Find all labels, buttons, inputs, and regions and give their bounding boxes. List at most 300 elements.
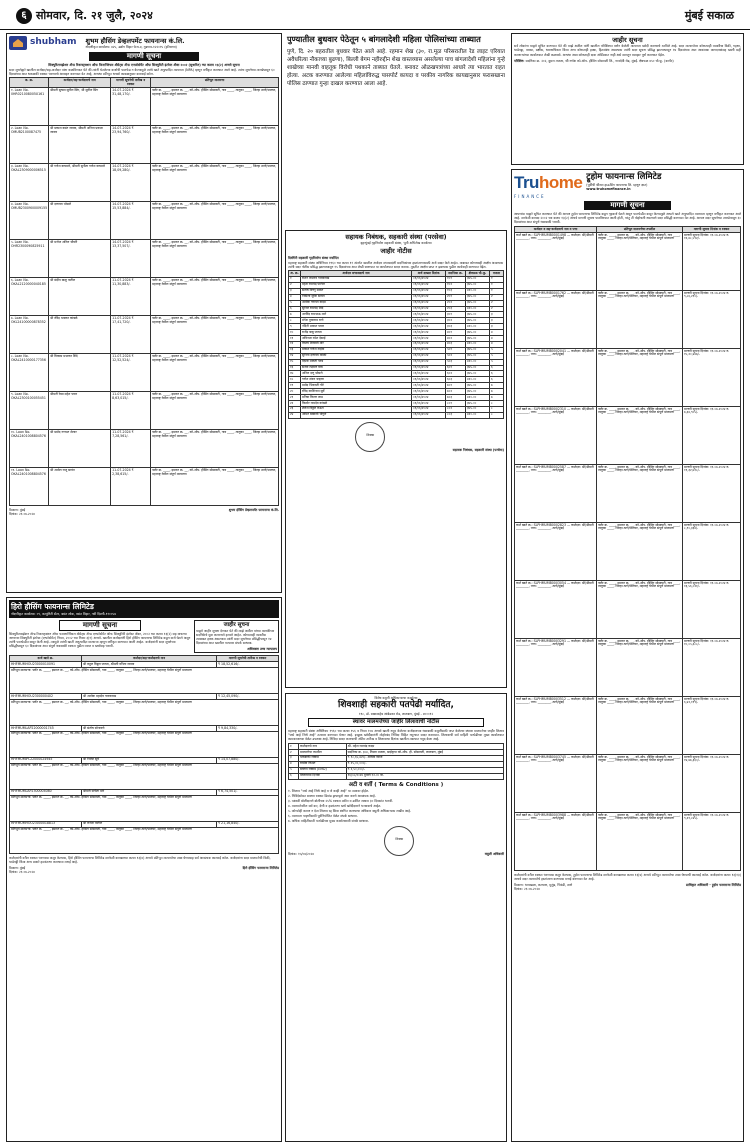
table-row: [10, 430, 279, 468]
table-row: [515, 465, 741, 523]
society-office: सहायक निबंधक, सहकारी संस्था (परसेवा): [345, 233, 447, 241]
society-cell: ०१/०६/२०२४: [412, 401, 446, 407]
society-cell: ३०३: [446, 324, 466, 330]
table-row: [515, 233, 741, 291]
society-cell: १४: [289, 353, 301, 359]
demand-cell: 14-07-2024 ₹ 15,53,884/-: [111, 202, 151, 240]
table-row-detail: [10, 827, 279, 853]
society-cell: १०: [289, 330, 301, 336]
col-header: मागणी सूचनेची तारीख व रक्कम: [217, 656, 279, 662]
borrower-cell: श्री रविंद्र भास्कर कांबळे: [49, 316, 111, 354]
society-cell: ५०१: [446, 347, 466, 353]
society-cell: ०१/०६/२०२४: [412, 336, 446, 342]
society-cell: ४२०.००: [466, 324, 490, 330]
col-header: प्रतिभूत मालमत्तेचा तपशील: [597, 227, 683, 233]
borrower-cell: कर्ज खाते क्र.: SLPHMUMB0003054 — कर्जदार: श्री/श्रीमती ________, पत्ता: ________, ठाणे/मुंबई: [515, 581, 597, 639]
borrower-cell: कर्ज खाते क्र.: SLPHMUMB0003988 — कर्जदार: श्री/श्रीमती ________, पत्ता: ________, ठाणे/मुंबई: [515, 813, 597, 871]
society-cell: अनिल दत्तू भोसले: [301, 371, 412, 377]
borrower-cell: श्री राहुल विठ्ठल जाधव, श्रीमती वनिता जाधव: [82, 662, 217, 668]
society-cell: अशोक गणपत कदम: [301, 300, 412, 306]
demand-cell: 14-07-2024 ₹ 31,48,170/-: [111, 88, 151, 126]
society-cell: ०१/०६/२०२४: [412, 318, 446, 324]
hero-date: दिनांक: २१.०७.२०२४: [9, 869, 35, 874]
society-cell: ३७५.००: [466, 276, 490, 282]
lost-text: याद्वारे जाहीर सूचना देण्यात येते की माझे अशील यांच्या मालकीच्या सदनिकेचे मूळ करारनामे हरवले आहेत. कोणत्याही व्यक्तीस त्याबाबत हक्क असल्यास त्यांनी सदर सूचनेच्या प्रसिद्धीपासून १४ दिवसांच्या आत खालील पत्त्यावर संपर्क साधावा.: [196, 628, 275, 646]
society-cell: ४२०.००: [466, 377, 490, 383]
society-cell: २०३: [446, 306, 466, 312]
borrower-cell: श्री अमोल राजू सावंत: [49, 468, 111, 506]
asset-cell: फ्लॅट क्र. ____, इमारत क्र. __, को-ऑप. हौसिंग सोसायटी, गाव ____, तालुका ____, जिल्हा ठाणे/पालघर, महाराष्ट्र येथील संपूर्ण मालमत्ता: [151, 202, 279, 240]
society-cell: अविनाश रमेश देसाई: [301, 336, 412, 342]
society-cell: ४: [490, 336, 504, 342]
society-cell: ०१/०६/२०२४: [412, 371, 446, 377]
society-cell: ९: [289, 324, 301, 330]
loan-cell: ८. Loan No. OKAL2410000177356: [10, 354, 49, 392]
asset-cell: प्रतिभूत मालमत्ता: फ्लॅट क्र. ____, इमारत क्र. __, को-ऑप. हौसिंग सोसायटी, गाव ____, तालुका ____, जिल्हा ठाणे/पालघर, महाराष्ट्र येथील संपूर्ण मालमत्ता: [10, 731, 279, 757]
asset-cell: प्रतिभूत मालमत्ता: फ्लॅट क्र. ____, इमारत क्र. __, को-ऑप. हौसिंग सोसायटी, गाव ____, तालुका ____, जिल्हा ठाणे/पालघर, महाराष्ट्र येथील संपूर्ण मालमत्ता: [10, 668, 279, 694]
shubham-signature: शुभम हौसिंग डेव्हलपमेंट फायनान्स कं.लि.: [228, 508, 279, 513]
table-row: [289, 412, 504, 418]
demand-cell: मागणी सूचना दिनांक: ११.०७.२०२४ रु. ६,४२,११९/-: [683, 697, 741, 755]
col-header: अर्ज दाखल दिनांक: [412, 271, 446, 277]
shubham-logo-icon: [9, 36, 27, 50]
society-cell: विजय शिवाजी मोरे: [301, 341, 412, 347]
col-header: मागणी सूचनेची तारीख व रक्कम: [111, 78, 151, 88]
society-cell: ७: [289, 312, 301, 318]
society-cell: ३७५.००: [466, 401, 490, 407]
society-cell: रोशन रामराव गायकवाड: [301, 276, 412, 282]
demand-cell: मागणी सूचना दिनांक: ११.०७.२०२४ रु. ११,३२,७१८/-: [683, 465, 741, 523]
truhome-signature: प्राधिकृत अधिकारी - ट्रूहोम फायनान्स लिमिटेड: [686, 883, 741, 888]
society-cell: सुनिल रामचंद्र शिंदे: [301, 306, 412, 312]
society-cell: ६: [289, 306, 301, 312]
society-cell: ३७५.००: [466, 353, 490, 359]
loan-cell: HHFMUMLAP22000001745: [10, 726, 82, 732]
col-header: मजला: [490, 271, 504, 277]
asset-cell: फ्लॅट क्र. ____, इमारत क्र. __, को-ऑप. हौसिंग सोसायटी, गाव ____, तालुका ____, जिल्हा ठाणे/पालघर, महाराष्ट्र येथील संपूर्ण मालमत्ता: [151, 392, 279, 430]
society-cell: ५: [490, 359, 504, 365]
news-article: [285, 33, 507, 173]
table-row: [515, 813, 741, 871]
demand-cell: 14-07-2024 ₹ 13,37,507/-: [111, 240, 151, 278]
table-row: [10, 392, 279, 430]
borrower-cell: श्री अशोक महादेव गायकवाड: [82, 694, 217, 700]
society-cell: १८: [289, 377, 301, 383]
asset-cell: फ्लॅट क्र. ____, इमारत क्र. __, को-ऑप. हौसिंग सोसायटी, गाव ____, तालुका ____, जिल्हा ठाणे/पालघर, महाराष्ट्र येथील संपूर्ण मालमत्ता: [151, 430, 279, 468]
society-cell: ४०१: [446, 330, 466, 336]
society-cell: १५: [289, 359, 301, 365]
asset-cell: प्रतिभूत मालमत्ता: फ्लॅट क्र. ____, इमारत क्र. __, को-ऑप. हौसिंग सोसायटी, गाव ____, तालुका ____, जिल्हा ठाणे/पालघर, महाराष्ट्र येथील संपूर्ण मालमत्ता: [10, 795, 279, 821]
loan-cell: १. Loan No. 0HR021008005X161: [10, 88, 49, 126]
shivshahi-seal: शिक्का: [384, 826, 414, 856]
society-cell: ०१/०६/२०२४: [412, 294, 446, 300]
society-cell: ०१/०६/२०२४: [412, 276, 446, 282]
society-cell: नंदिनी प्रकाश पवार: [301, 324, 412, 330]
society-cell: ३७५.००: [466, 383, 490, 389]
hero-notice: हिरो हौसिंग फायनान्स लिमिटेड नोंदणीकृत कार्यालय: ०९, कम्युनिटी सेंटर, बसंत लोक, वसंत विहार, नवी दिल्ली-११००५७ मागणी सूचना सिक्युरिटायझेशन ॲन्ड रिकन्स्ट्रक्शन ऑफ फायनान्शियल ॲसेट्स ॲन्ड एनफोर्समेंट ऑफ सिक्युरिटी इंटरेस्ट ॲक्ट, २००२ च्या कलम १३(२) सह वाचल्या जाणाऱ्या सिक्युरिटी इंटरेस्ट (एन्फोर्समेंट) नियम, २००२ च्या नियम ३(१) अन्वये. खालील कर्जदारांनी हिरो हौसिंग फायनान्स लिमिटेड कडून कर्ज घेतले असून त्यांनी परतफेडीत कसूर केली आहे. त्यामुळे त्यांची खाती अनुत्पादित मालमत्ता म्हणून वर्गीकृत करण्यात आली आहेत. कर्जदारांनी सदर सूचनेच्या प्रसिद्धीपासून ६० दिवसांच्या आत संपूर्ण थकबाकी रक्कम पुढील व्याज व खर्चासह भरावी. जाहीर सूचना याद्वारे जाहीर सूचना देण्यात येते की माझे अशील यांच्या मालकीच्या सदनिकेचे मूळ करारनामे हरवले आहेत. कोणत्याही व्यक्तीस त्याबाबत हक्क असल्यास त्यांनी सदर सूचनेच्या प्रसिद्धीपासून १४ दिवसांच्या आत खालील पत्त्यावर संपर्क साधावा. अधिवक्ता उच्च न्यायालय कर्ज खाते क्र. कर्जदार/सह-कर्जदाराचे नाव मागणी सूचनेची तारीख व रक्कम HHFMUMHOU23000010091 श्री राहुल विठ्ठल जाधव, श्रीमती वनिता जाधव ₹ 18,52,616/- प्रतिभूत मालमत्ता: फ्लॅट क्र. ____, इमारत क्र. __, को-ऑप. हौसिंग सोसायटी, गाव ____, तालुका ____, जिल्हा ठाणे/पालघर, महाराष्ट्र येथील संपूर्ण मालमत्ता HHFMUMHOU2300000402 श्री अशोक महादेव गायकवाड ₹ 12,45,090/- प्रतिभूत मालमत्ता: फ्लॅट क्र. ____, इमारत क्र. __, को-ऑप. हौसिंग सोसायटी, गाव ____, तालुका ____, जिल्हा ठाणे/पालघर, महाराष्ट्र येथील संपूर्ण मालमत्ता HHFMUMLAP22000001745 श्री संतोष सोनावणे ₹ 9,84,330/- प्रतिभूत मालमत्ता: फ्लॅट क्र. ____, इमारत क्र. __, को-ऑप. हौसिंग सोसायटी, गाव ____, तालुका ____, जिल्हा ठाणे/पालघर, महाराष्ट्र येथील संपूर्ण मालमत्ता HHFMUMIPL22000024945 श्री निलेश सुर्वे ₹ 14,07,880/- प्रतिभूत मालमत्ता: फ्लॅट क्र. ____, इमारत क्र. __, को-ऑप. हौसिंग सोसायटी, गाव ____, तालुका ____, जिल्हा ठाणे/पालघर, महाराष्ट्र येथील संपूर्ण मालमत्ता HHFMUMLAP2300004080 श्रीमती संगीता मोरे ₹ 6,74,501/- प्रतिभूत मालमत्ता: फ्लॅट क्र. ____, इमारत क्र. __, को-ऑप. हौसिंग सोसायटी, गाव ____, तालुका ____, जिल्हा ठाणे/पालघर, महाराष्ट्र येथील संपूर्ण मालमत्ता HHFMUMHOU23000018813 श्री राजेश पाटील ₹ 21,16,840/- प्रतिभूत मालमत्ता: फ्लॅट क्र. ____, इमारत क्र. __, को-ऑप. हौसिंग सोसायटी, गाव ____, तालुका ____, जिल्हा ठाणे/पालघर, महाराष्ट्र येथील संपूर्ण मालमत्ता कर्जदारांनी वरील रक्कम भरण्यास कसूर केल्यास, हिरो हौसिंग फायनान्स लिमिटेड सरफेसी कायद्याच्या कलम १३(४) अन्वये प्रतिभूत मालमत्तेचा ताबा घेण्यासह सर्व आवश्यक कारवाई करेल. कर्जदारांना सदर मालमत्तेची विक्री, भाडेपट्टी किंवा अन्य प्रकारे हस्तांतरण करण्यास मनाई आहे. ठिकाण: मुंबई दिनांक: २१.०७.२०२४ हिरो हौसिंग फायनान्स लिमिटेड: [6, 597, 282, 1142]
table-row: [10, 240, 279, 278]
society-cell: ४२०.००: [466, 306, 490, 312]
col-header: कर्जदार/सह-कर्जदाराचे नाव: [82, 656, 217, 662]
society-cell: संजय लक्ष्मण वाघ: [301, 365, 412, 371]
shubham-address: नोंदणीकृत कार्यालय: ४२५, उद्योग विहार फेज-४, गुडगाव-१२२०१५ (हरियाणा): [85, 45, 177, 50]
table-row: [10, 468, 279, 506]
demand-cell: मागणी सूचना दिनांक: ११.०७.२०२४ रु. ८,९०,३३४/-: [683, 523, 741, 581]
society-cell: ३७५.००: [466, 406, 490, 412]
right-notice-title: जाहीर सूचना: [612, 36, 643, 44]
society-cell: ४२०.००: [466, 359, 490, 365]
society-cell: १२: [289, 341, 301, 347]
asset-cell: फ्लॅट क्र. ____, इमारत क्र. __, को-ऑप. हौसिंग सोसायटी, गाव ____, तालुका ____, जिल्हा ठाणे/पालघर, महाराष्ट्र येथील संपूर्ण मालमत्ता: [597, 755, 683, 813]
truhome-logo: [514, 172, 582, 199]
society-cell: ०१/०६/२०२४: [412, 359, 446, 365]
society-cell: ३०२: [446, 318, 466, 324]
borrower-cell: श्री प्रकाश वसंत जाधव, श्रीमती अनिता प्रकाश जाधव: [49, 126, 111, 164]
hero-title: मागणी सूचना: [59, 620, 141, 631]
table-row: [515, 349, 741, 407]
society-cell: प्रमोद भिकाजी गोरे: [301, 383, 412, 389]
col-header: प्रतिभूत मालमत्ता: [151, 78, 279, 88]
society-cell: २२: [289, 401, 301, 407]
society-cell: २: [490, 306, 504, 312]
society-cell: ६०१: [446, 365, 466, 371]
shubham-place: ठिकाण: मुंबई: [9, 508, 26, 513]
demand-cell: मागणी सूचना दिनांक: ११.०७.२०२४ रु. ९,२१,८४५/-: [683, 813, 741, 871]
society-cell: रविंद्र काशिनाथ सुर्वे: [301, 389, 412, 395]
borrower-cell: श्री प्रमोद गणपत शेलार: [49, 430, 111, 468]
auction-table: १ कर्जदाराचे नाव श्री. महेश रामचंद्र कदम २ मालमत्तेचा तपशील सदनिका क्र. ३०४, तिसरा मजला, साईकृपा को-ऑप. हौ. सोसायटी, लालबाग, मुंबई ३ थकबाकी रक्कम ₹ १८,६५,४२०/- अधिक व्याज ४ राखीव किंमत ₹ २५,००,०००/- ५ बयाणा रक्कम (EMD) ₹ २,५०,०००/- ६ लिलावाचा दिनांक १६/०८/२०२४ दुपारी १२.०० वा.: [288, 743, 504, 779]
table-row: [515, 407, 741, 465]
demand-cell: 11-07-2024 ₹ 8,63,015/-: [111, 392, 151, 430]
society-cell: शैलेश विठ्ठल राऊत: [301, 406, 412, 412]
hero-address: नोंदणीकृत कार्यालय: ०९, कम्युनिटी सेंटर, बसंत लोक, वसंत विहार, नवी दिल्ली-११००५७: [11, 611, 116, 616]
society-cell: ०१/०६/२०२४: [412, 341, 446, 347]
asset-cell: फ्लॅट क्र. ____, इमारत क्र. __, को-ऑप. हौसिंग सोसायटी, गाव ____, तालुका ____, जिल्हा ठाणे/पालघर, महाराष्ट्र येथील संपूर्ण मालमत्ता: [597, 697, 683, 755]
demand-cell: 11-07-2024 ₹ 2,38,615/-: [111, 468, 151, 506]
asset-cell: प्रतिभूत मालमत्ता: फ्लॅट क्र. ____, इमारत क्र. __, को-ऑप. हौसिंग सोसायटी, गाव ____, तालुका ____, जिल्हा ठाणे/पालघर, महाराष्ट्र येथील संपूर्ण मालमत्ता: [10, 763, 279, 789]
borrower-cell: कर्ज खाते क्र.: SLPHMUMB0003291 — कर्जदार: श्री/श्रीमती ________, पत्ता: ________, ठाणे/मुंबई: [515, 639, 597, 697]
society-cell: ३७५.००: [466, 389, 490, 395]
society-cell: गणेश शंकर चव्हाण: [301, 377, 412, 383]
truhome-notice: Truhome FINANCE ट्रूहोम फायनान्स लिमिटेड (पूर्वीची श्रीराम हाऊसिंग फायनान्स लि. म्हणून ज्ञात) www.truhomefinance.in मागणी सूचना आपणांस याद्वारे सूचित करण्यात येते की आपण ट्रूहोम फायनान्स लिमिटेड कडून गृहकर्ज घेतले असून परतफेडीत कसूर केल्यामुळे आपले खाते अनुत्पादित मालमत्ता म्हणून वर्गीकृत करण्यात आले आहे. सरफेसी कायदा २००२ च्या कलम १३(२) अन्वये मागणी सूचना पाठविण्यात आली होती, परंतु ती पोहोचली नसल्याने सदर प्रसिद्धी करण्यात येत आहे. आपण सदर सूचनेच्या तारखेपासून ६० दिवसांच्या आत संपूर्ण थकबाकी भरावी. कर्जदार व सह-कर्जदाराचे नाव व पत्ता प्रतिभूत मालमत्तेचा तपशील मागणी सूचना दिनांक व रक्कम कर्ज खाते क्र.: SLPHMUMB0001498 — कर्जदार: श्री/श्रीमती ________, पत्ता: ________, ठाणे/मुंबई फ्लॅट क्र. ____, इमारत क्र. __, को-ऑप. हौसिंग सोसायटी, गाव ____, तालुका ____, जिल्हा ठाणे/पालघर, महाराष्ट्र येथील संपूर्ण मालमत्ता मागणी सूचना दिनांक: ११.०७.२०२४ रु. १२,४८,५९२/- कर्ज खाते क्र.: SLPHMUMB0001762 — कर्जदार: श्री/श्रीमती ________, पत्ता: ________, ठाणे/मुंबई फ्लॅट क्र. ____, इमारत क्र. __, को-ऑप. हौसिंग सोसायटी, गाव ____, तालुका ____, जिल्हा ठाणे/पालघर, महाराष्ट्र येथील संपूर्ण मालमत्ता मागणी सूचना दिनांक: ११.०७.२०२४ रु. ९,८६,२१०/- कर्ज खाते क्र.: SLPHMUMB0002041 — कर्जदार: श्री/श्रीमती ________, पत्ता: ________, ठाणे/मुंबई फ्लॅट क्र. ____, इमारत क्र. __, को-ऑप. हौसिंग सोसायटी, गाव ____, तालुका ____, जिल्हा ठाणे/पालघर, महाराष्ट्र येथील संपूर्ण मालमत्ता मागणी सूचना दिनांक: ११.०७.२०२४ रु. १५,२०,४४७/- कर्ज खाते क्र.: SLPHMUMB0002310 — कर्जदार: श्री/श्रीमती ________, पत्ता: ________, ठाणे/मुंबई फ्लॅट क्र. ____, इमारत क्र. __, को-ऑप. हौसिंग सोसायटी, गाव ____, तालुका ____, जिल्हा ठाणे/पालघर, महाराष्ट्र येथील संपूर्ण मालमत्ता मागणी सूचना दिनांक: ११.०७.२०२४ रु. ७,६४,९०५/- कर्ज खाते क्र.: SLPHMUMB0002587 — कर्जदार: श्री/श्रीमती ________, पत्ता: ________, ठाणे/मुंबई फ्लॅट क्र. ____, इमारत क्र. __, को-ऑप. हौसिंग सोसायटी, गाव ____, तालुका ____, जिल्हा ठाणे/पालघर, महाराष्ट्र येथील संपूर्ण मालमत्ता मागणी सूचना दिनांक: ११.०७.२०२४ रु. ११,३२,७१८/- कर्ज खाते क्र.: SLPHMUMB0002823 — कर्जदार: श्री/श्रीमती ________, पत्ता: ________, ठाणे/मुंबई फ्लॅट क्र. ____, इमारत क्र. __, को-ऑप. हौसिंग सोसायटी, गाव ____, तालुका ____, जिल्हा ठाणे/पालघर, महाराष्ट्र येथील संपूर्ण मालमत्ता मागणी सूचना दिनांक: ११.०७.२०२४ रु. ८,९०,३३४/- कर्ज खाते क्र.: SLPHMUMB0003054 — कर्जदार: श्री/श्रीमती ________, पत्ता: ________, ठाणे/मुंबई फ्लॅट क्र. ____, इमारत क्र. __, को-ऑप. हौसिंग सोसायटी, गाव ____, तालुका ____, जिल्हा ठाणे/पालघर, महाराष्ट्र येथील संपूर्ण मालमत्ता मागणी सूचना दिनांक: ११.०७.२०२४ रु. १३,५६,०२१/- कर्ज खाते क्र.: SLPHMUMB0003291 — कर्जदार: श्री/श्रीमती ________, पत्ता: ________, ठाणे/मुंबई फ्लॅट क्र. ____, इमारत क्र. __, को-ऑप. हौसिंग सोसायटी, गाव ____, तालुका ____, जिल्हा ठाणे/पालघर, महाराष्ट्र येथील संपूर्ण मालमत्ता मागणी सूचना दिनांक: ११.०७.२०२४ रु. १०,०५,६८८/- कर्ज खाते क्र.: SLPHMUMB0003512 — कर्जदार: श्री/श्रीमती ________, पत्ता: ________, ठाणे/मुंबई फ्लॅट क्र. ____, इमारत क्र. __, को-ऑप. हौसिंग सोसायटी, गाव ____, तालुका ____, जिल्हा ठाणे/पालघर, महाराष्ट्र येथील संपूर्ण मालमत्ता मागणी सूचना दिनांक: ११.०७.२०२४ रु. ६,४२,११९/- कर्ज खाते क्र.: SLPHMUMB0003745 — कर्जदार: श्री/श्रीमती ________, पत्ता: ________, ठाणे/मुंबई फ्लॅट क्र. ____, इमारत क्र. __, को-ऑप. हौसिंग सोसायटी, गाव ____, तालुका ____, जिल्हा ठाणे/पालघर, महाराष्ट्र येथील संपूर्ण मालमत्ता मागणी सूचना दिनांक: ११.०७.२०२४ रु. १४,७७,३६०/- कर्ज खाते क्र.: SLPHMUMB0003988 — कर्जदार: श्री/श्रीमती ________, पत्ता: ________, ठाणे/मुंबई फ्लॅट क्र. ____, इमारत क्र. __, को-ऑप. हौसिंग सोसायटी, गाव ____, तालुका ____, जिल्हा ठाणे/पालघर, महाराष्ट्र येथील संपूर्ण मालमत्ता मागणी सूचना दिनांक: ११.०७.२०२४ रु. ९,२१,८४५/- कर्जदारांनी वरील रक्कम भरण्यास कसूर केल्यास, ट्रूहोम फायनान्स लिमिटेड सरफेसी कायद्याच्या कलम १३(४) अन्वये प्रतिभूत मालमत्तेचा ताबा घेण्याची कारवाई करेल. कर्जदारांना कलम १३(१३) अन्वये सदर मालमत्तेचे हस्तांतरण करण्यास मनाई करण्यात येत आहे. ठिकाण: भायखळा, कल्याण, मुलुंड, भिवंडी, ठाणे दिनांक: २१.०७.२०२४ प्राधिकृत अधिकारी - ट्रूहोम फायनान्स लिमिटेड: [511, 169, 744, 1142]
society-cell: अमित बाबाजी चौगुले: [301, 412, 412, 418]
col-header: अ. क्र.: [10, 78, 49, 88]
society-cell: ०१/०६/२०२४: [412, 324, 446, 330]
hero-banner: [9, 600, 279, 618]
society-cell: ७: [490, 383, 504, 389]
table-row: [10, 202, 279, 240]
society-cell: ४०२: [446, 336, 466, 342]
shivshahi-title: शिवशाही सहकारी पतपेढी मर्यादित,: [338, 700, 454, 711]
public-notice-right: जाहीर सूचना सर्व लोकांना याद्वारे सूचित करण्यात येते की माझे अशील यांनी खालील परिशिष्टात वर्णन केलेली मालमत्ता खरेदी करण्याचे ठरविले आहे. सदर मालमत्तेवर कोणत्याही व्यक्तीचा विक्री, गहाण, भाडेपट्टा, वारसा, बक्षीस, धारणाधिकार किंवा अन्य कोणताही हक्क, हितसंबंध असल्यास त्यांनी सदर सूचना प्रसिद्ध झाल्यापासून १४ दिवसांच्या आत आवश्यक कागदपत्रांसह खाली सही करणाऱ्यांच्या कार्यालयात लेखी कळवावे. अन्यथा असा कोणताही दावा अस्तित्वात नाही असे समजून व्यवहार पूर्ण करण्यात येईल. परिशिष्ट: सदनिका क्र. २०२, दुसरा मजला, श्री गणेश को-ऑप. हौसिंग सोसायटी लि., गावदेवी रोड, मुंबई. क्षेत्रफळ ४५० चौ.फू. (कार्पेट): [511, 33, 744, 165]
hero-company: हिरो हौसिंग फायनान्स लिमिटेड: [11, 602, 94, 611]
truhome-title: मागणी सूचना: [584, 201, 671, 210]
borrower-cell: श्री संतोष सोनावणे: [82, 726, 217, 732]
society-cell: ८०२: [446, 406, 466, 412]
loan-cell: १०. Loan No. OKAL2401008804576: [10, 430, 49, 468]
demand-cell: 11-07-2024 ₹ 11,30,883/-: [111, 278, 151, 316]
official-seal: शिक्का: [355, 422, 385, 452]
demand-cell: ₹ 21,16,840/-: [217, 821, 279, 827]
borrower-cell: कर्ज खाते क्र.: SLPHMUMB0002823 — कर्जदार: श्री/श्रीमती ________, पत्ता: ________, ठाणे/मुंबई: [515, 523, 597, 581]
society-cell: ०१/०६/२०२४: [412, 312, 446, 318]
society-cell: १७: [289, 371, 301, 377]
demand-cell: मागणी सूचना दिनांक: ११.०७.२०२४ रु. १३,५६,०२१/-: [683, 581, 741, 639]
society-cell: ७: [490, 395, 504, 401]
society-cell: ४२०.००: [466, 288, 490, 294]
table-row: [515, 581, 741, 639]
shivshahi-subtitle: स्थावर मालमत्तेच्या जाहीर लिलावाची नोटीस: [308, 718, 484, 727]
shubham-title: मागणी सूचना: [89, 52, 199, 61]
society-cell: २३: [289, 406, 301, 412]
asset-cell: फ्लॅट क्र. ____, इमारत क्र. __, को-ऑप. हौसिंग सोसायटी, गाव ____, तालुका ____, जिल्हा ठाणे/पालघर, महाराष्ट्र येथील संपूर्ण मालमत्ता: [597, 407, 683, 465]
table-row: [10, 88, 279, 126]
society-cell: ३: [490, 318, 504, 324]
table-row: [10, 164, 279, 202]
loan-cell: ७. Loan No. OKL24100000878352: [10, 316, 49, 354]
truhome-date: दिनांक: २१.०७.२०२४: [514, 887, 540, 892]
table-row: [515, 523, 741, 581]
society-cell: ६०२: [446, 371, 466, 377]
borrower-cell: कर्ज खाते क्र.: SLPHMUMB0003745 — कर्जदार: श्री/श्रीमती ________, पत्ता: ________, ठाणे/मुंबई: [515, 755, 597, 813]
asset-cell: फ्लॅट क्र. ____, इमारत क्र. __, को-ऑप. हौसिंग सोसायटी, गाव ____, तालुका ____, जिल्हा ठाणे/पालघर, महाराष्ट्र येथील संपूर्ण मालमत्ता: [597, 813, 683, 871]
society-cell: १०२: [446, 282, 466, 288]
hero-place: ठिकाण: मुंबई: [9, 865, 26, 870]
society-cell: ०१/०६/२०२४: [412, 395, 446, 401]
demand-cell: ₹ 9,84,330/-: [217, 726, 279, 732]
shubham-date: दिनांक: २१.०७.२०२४: [9, 512, 35, 517]
demand-cell: 11-07-2024 ₹ 12,52,524/-: [111, 354, 151, 392]
society-cell: ६: [490, 377, 504, 383]
society-cell: ८: [490, 406, 504, 412]
lost-sign: अधिवक्ता उच्च न्यायालय: [247, 647, 277, 652]
society-cell: ३७५.००: [466, 282, 490, 288]
news-body: पुणे, दि. २० बहरातील बुधवार पेठेत आले आहे. रहमान शेख (३०, रा.मूळ परिसरातील रेड लाइट एरियात अवैधरित्या नौकाच्या बुढणा), बिल्ली बेगम नहीरुद्दीन शेख वास्तव्यास असलेल्या पाच बांगलादेशी महिलांना गुन्हे शाखेच्या मानवी वाहतूक विरोधी पथकाने ताब्यात घेतले. बनावट ओळखपत्रांच्या आधारे त्या भारतात राहत होत्या. अटक करण्यात आलेल्या महिलांविरुद्ध पासपोर्ट कायदा व परकीय नागरिक कायद्यानुसार फरासखाना पोलिस ठाण्यात गुन्हा दाखल करण्यात आला आहे.: [287, 48, 506, 88]
demand-cell: 11-07-2024 ₹ 7,28,561/-: [111, 430, 151, 468]
col-header: क्षेत्रफळ चौ.फू.: [466, 271, 490, 277]
borrower-cell: कर्ज खाते क्र.: SLPHMUMB0002310 — कर्जदार: श्री/श्रीमती ________, पत्ता: ________, ठाणे/मुंबई: [515, 407, 597, 465]
society-cell: ०१/०६/२०२४: [412, 306, 446, 312]
society-cell: २: [490, 294, 504, 300]
borrower-cell: श्री संदीप बाळू पाटील: [49, 278, 111, 316]
society-cell: ०१/०६/२०२४: [412, 282, 446, 288]
borrower-cell: श्री निलेश सुर्वे: [82, 757, 217, 763]
loan-cell: HHFMUMHOU2300000402: [10, 694, 82, 700]
table-row: [10, 126, 279, 164]
society-cell: २: [490, 300, 504, 306]
loan-cell: HHFMUMLAP2300004080: [10, 789, 82, 795]
loan-cell: ५. Loan No. OHR2300090825911: [10, 240, 49, 278]
borrower-cell: श्री गणेश वाघमारे, श्रीमती सुनीता गणेश वाघमारे: [49, 164, 111, 202]
asset-cell: फ्लॅट क्र. ____, इमारत क्र. __, को-ऑप. हौसिंग सोसायटी, गाव ____, तालुका ____, जिल्हा ठाणे/पालघर, महाराष्ट्र येथील संपूर्ण मालमत्ता: [151, 88, 279, 126]
loan-cell: HHFMUMIPL22000024945: [10, 757, 82, 763]
society-cell: १: [289, 276, 301, 282]
shubham-notice: shubham शुभम हौसिंग डेव्हलपमेंट फायनान्स कं.लि. नोंदणीकृत कार्यालय: ४२५, उद्योग विहार फेज-४, गुडगाव-१२२०१५ (हरियाणा) मागणी सूचना सिक्युरिटायझेशन ॲन्ड रिकन्स्ट्रक्शन ऑफ फिनान्शियल ॲसेट्स ॲन्ड एनफोर्समेंट ऑफ सिक्युरिटी इंटरेस्ट ॲक्ट २००२ (सुधारित) च्या कलम १३(२) अन्वये सूचना सदर सूचनेद्वारे खालील कर्जदार/सह-कर्जदार यांना कळविण्यात येते की त्यांनी घेतलेल्या कर्जाची परतफेड न केल्यामुळे त्यांचे खाते अनुत्पादित मालमत्ता (NPA) म्हणून वर्गीकृत करण्यात आले आहे. त्यांना सूचनेच्या तारखेपासून ६० दिवसांच्या आत थकबाकी रक्कम भरण्याचे आवाहन करण्यात येत आहे, अन्यथा प्रतिभूत धनको कायद्यानुसार कारवाई करेल. अ. क्र. कर्जदार/सह-कर्जदाराचे नाव मागणी सूचनेची तारीख व रक्कम प्रतिभूत मालमत्ता १. Loan No. 0HR021008005X161 श्रीमती सुषमा सुनील सिंग, श्री सुनील सिंग 14-07-2024 ₹ 31,48,170/- फ्लॅट क्र. ____, इमारत क्र. __, को-ऑप. हौसिंग सोसायटी, गाव ____, तालुका ____, जिल्हा ठाणे/पालघर, महाराष्ट्र येथील संपूर्ण मालमत्ता २. Loan No. OMUB2100087475 श्री प्रकाश वसंत जाधव, श्रीमती अनिता प्रकाश जाधव 14-07-2024 ₹ 23,94,760/- फ्लॅट क्र. ____, इमारत क्र. __, को-ऑप. हौसिंग सोसायटी, गाव ____, तालुका ____, जिल्हा ठाणे/पालघर, महाराष्ट्र येथील संपूर्ण मालमत्ता ३. Loan No. OKAL2309000006515 श्री गणेश वाघमारे, श्रीमती सुनीता गणेश वाघमारे 14-07-2024 ₹ 18,09,280/- फ्लॅट क्र. ____, इमारत क्र. __, को-ऑप. हौसिंग सोसायटी, गाव ____, तालुका ____, जिल्हा ठाणे/पालघर, महाराष्ट्र येथील संपूर्ण मालमत्ता ४. Loan No. OMUB2300900009155 श्री दत्तात्रय भोसले 14-07-2024 ₹ 15,53,884/- फ्लॅट क्र. ____, इमारत क्र. __, को-ऑप. हौसिंग सोसायटी, गाव ____, तालुका ____, जिल्हा ठाणे/पालघर, महाराष्ट्र येथील संपूर्ण मालमत्ता ५. Loan No. OHR2300090825911 श्री मनोज अनिल चौधरी 14-07-2024 ₹ 13,37,507/- फ्लॅट क्र. ____, इमारत क्र. __, को-ऑप. हौसिंग सोसायटी, गाव ____, तालुका ____, जिल्हा ठाणे/पालघर, महाराष्ट्र येथील संपूर्ण मालमत्ता ६. Loan No. OKAL2120000040185 श्री संदीप बाळू पाटील 11-07-2024 ₹ 11,30,883/- फ्लॅट क्र. ____, इमारत क्र. __, को-ऑप. हौसिंग सोसायटी, गाव ____, तालुका ____, जिल्हा ठाणे/पालघर, महाराष्ट्र येथील संपूर्ण मालमत्ता ७. Loan No. OKL24100000878352 श्री रविंद्र भास्कर कांबळे 11-07-2024 ₹ 17,41,720/- फ्लॅट क्र. ____, इमारत क्र. __, को-ऑप. हौसिंग सोसायटी, गाव ____, तालुका ____, जिल्हा ठाणे/पालघर, महाराष्ट्र येथील संपूर्ण मालमत्ता ८. Loan No. OKAL2410000177356 श्री विकास प्रभाकर शिंदे 11-07-2024 ₹ 12,52,524/- फ्लॅट क्र. ____, इमारत क्र. __, को-ऑप. हौसिंग सोसायटी, गाव ____, तालुका ____, जिल्हा ठाणे/पालघर, महाराष्ट्र येथील संपूर्ण मालमत्ता ९. Loan No. OKAL2300100055451 श्रीमती रेखा महेश पवार 11-07-2024 ₹ 8,63,015/- फ्लॅट क्र. ____, इमारत क्र. __, को-ऑप. हौसिंग सोसायटी, गाव ____, तालुका ____, जिल्हा ठाणे/पालघर, महाराष्ट्र येथील संपूर्ण मालमत्ता १०. Loan No. OKAL2401008804576 श्री प्रमोद गणपत शेलार 11-07-2024 ₹ 7,28,561/- फ्लॅट क्र. ____, इमारत क्र. __, को-ऑप. हौसिंग सोसायटी, गाव ____, तालुका ____, जिल्हा ठाणे/पालघर, महाराष्ट्र येथील संपूर्ण मालमत्ता ११. Loan No. OKAL2401008804576 श्री अमोल राजू सावंत 11-07-2024 ₹ 2,38,615/- फ्लॅट क्र. ____, इमारत क्र. __, को-ऑप. हौसिंग सोसायटी, गाव ____, तालुका ____, जिल्हा ठाणे/पालघर, महाराष्ट्र येथील संपूर्ण मालमत्ता ठिकाण: मुंबई दिनांक: २१.०७.२०२४ शुभम हौसिंग डेव्हलपमेंट फायनान्स कं.लि.: [6, 33, 282, 593]
society-cell: १९: [289, 383, 301, 389]
society-cell: ३७५.००: [466, 336, 490, 342]
asset-cell: प्रतिभूत मालमत्ता: फ्लॅट क्र. ____, इमारत क्र. __, को-ऑप. हौसिंग सोसायटी, गाव ____, तालुका ____, जिल्हा ठाणे/पालघर, महाराष्ट्र येथील संपूर्ण मालमत्ता: [10, 700, 279, 726]
table-row: [515, 291, 741, 349]
shubham-table: [9, 77, 279, 506]
society-cell: ३: [289, 288, 301, 294]
society-cell: ६: [490, 365, 504, 371]
table-row: [515, 755, 741, 813]
society-table: [288, 270, 504, 419]
society-cell: ३७५.००: [466, 330, 490, 336]
truhome-company: ट्रूहोम फायनान्स लिमिटेड: [586, 172, 662, 182]
society-cell: ३७५.००: [466, 318, 490, 324]
society-cell: ६०३: [446, 377, 466, 383]
society-cell: १३: [289, 347, 301, 353]
col-header: कर्ज खाते क्र.: [10, 656, 82, 662]
society-cell: ३७५.००: [466, 347, 490, 353]
society-cell: ५: [289, 300, 301, 306]
shivshahi-notice: विशेष वसुली अधिकाऱ्याचा कार्यालय शिवशाही सहकारी पतपेढी मर्यादित, ११८, डॉ. बाबासाहेब आंबेडकर रोड, लालबाग, मुंबई - ४०००१२ स्थावर मालमत्तेच्या जाहीर लिलावाची नोटीस महाराष्ट्र सहकारी संस्था अधिनियम १९६० च्या कलम १५६ व नियम १०७ अन्वये खाली नमूद केलेल्या कर्जदाराच्या थकबाकी वसुलीसाठी जप्त केलेल्या स्थावर मालमत्तेचा जाहीर लिलाव "जसे आहे जिथे आहे" तत्वावर करण्यात येणार आहे. इच्छुक खरेदीदारांनी मोहोरबंद निविदा विहित नमुन्यात सादर कराव्यात. लिलावाची सर्व माहिती पतपेढीच्या मुख्य कार्यालयात कामकाजाच्या वेळेत उपलब्ध आहे. निविदा सादर करण्याची अंतिम तारीख व लिलावाचा दिनांक खालील तक्त्यात नमूद केला आहे. १ कर्जदाराचे नाव श्री. महेश रामचंद्र कदम २ मालमत्तेचा तपशील सदनिका क्र. ३०४, तिसरा मजला, साईकृपा को-ऑप. हौ. सोसायटी, लालबाग, मुंबई ३ थकबाकी रक्कम ₹ १८,६५,४२०/- अधिक व्याज ४ राखीव किंमत ₹ २५,००,०००/- ५ बयाणा रक्कम (EMD) ₹ २,५०,०००/- ६ लिलावाचा दिनांक १६/०८/२०२४ दुपारी १२.०० वा. अटी व शर्ती ( Terms & Conditions ) १. लिलाव "जसे आहे जिथे आहे व जे काही आहे" या तत्वावर होईल. २. निविदेसोबत बयाणा रक्कम डिमांड ड्राफ्टद्वारे जमा करणे आवश्यक आहे. ३. यशस्वी बोलीदाराने बोलीच्या २५% रक्कम त्वरित व उर्वरित रक्कम ३० दिवसांत भरावी. ४. मालमत्तेवरील सर्व कर, देणी व हस्तांतरण खर्च खरेदीदाराने भरावयाचे आहेत. ५. कोणतेही कारण न देता लिलाव रद्द किंवा स्थगित करण्याचा अधिकार वसुली अधिकाऱ्यास राखीव आहे. ६. मालमत्ता पाहणीसाठी पूर्वनियोजित वेळेत संपर्क साधावा. ७. अधिक माहितीसाठी पतपेढीच्या मुख्य कार्यालयाशी संपर्क साधावा. दिनांक: १५/०७/२०२४ शिक्का वसुली अधिकारी: [285, 693, 507, 1142]
asset-cell: फ्लॅट क्र. ____, इमारत क्र. __, को-ऑप. हौसिंग सोसायटी, गाव ____, तालुका ____, जिल्हा ठाणे/पालघर, महाराष्ट्र येथील संपूर्ण मालमत्ता: [151, 240, 279, 278]
society-cell: ८०१: [446, 401, 466, 407]
shivshahi-address: ११८, डॉ. बाबासाहेब आंबेडकर रोड, लालबाग, मुंबई - ४०००१२: [358, 711, 434, 716]
society-cell: १: [490, 282, 504, 288]
loan-cell: HHFMUMHOU23000010091: [10, 662, 82, 668]
society-cell: ८: [490, 412, 504, 418]
col-header: मागणी सूचना दिनांक व रक्कम: [683, 227, 741, 233]
society-cell: ७०३: [446, 395, 466, 401]
society-cell: २१: [289, 395, 301, 401]
demand-cell: मागणी सूचना दिनांक: ११.०७.२०२४ रु. ९,८६,२१०/-: [683, 291, 741, 349]
society-cell: अरविंद रामभाऊ माने: [301, 312, 412, 318]
society-signature: सहायक निबंधक, सहकारी संस्था (परसेवा): [452, 447, 504, 452]
lost-title: जाहीर सूचना: [223, 621, 250, 628]
society-cell: ०१/०६/२०२४: [412, 288, 446, 294]
borrower-cell: श्रीमती सुषमा सुनील सिंग, श्री सुनील सिंग: [49, 88, 111, 126]
asset-cell: फ्लॅट क्र. ____, इमारत क्र. __, को-ऑप. हौसिंग सोसायटी, गाव ____, तालुका ____, जिल्हा ठाणे/पालघर, महाराष्ट्र येथील संपूर्ण मालमत्ता: [151, 126, 279, 164]
asset-cell: फ्लॅट क्र. ____, इमारत क्र. __, को-ऑप. हौसिंग सोसायटी, गाव ____, तालुका ____, जिल्हा ठाणे/पालघर, महाराष्ट्र येथील संपूर्ण मालमत्ता: [597, 581, 683, 639]
society-cell: मंगेश तुकाराम राणे: [301, 318, 412, 324]
page-header: [0, 0, 750, 30]
society-cell: २०: [289, 389, 301, 395]
truhome-logo-accent: home: [538, 173, 583, 192]
table-row: [10, 278, 279, 316]
society-cell: प्रकाश गणेश नाईक: [301, 347, 412, 353]
demand-cell: ₹ 6,74,501/-: [217, 789, 279, 795]
demand-cell: मागणी सूचना दिनांक: ११.०७.२०२४ रु. १४,७७,३६०/-: [683, 755, 741, 813]
society-cell: १०३: [446, 288, 466, 294]
issue-date: सोमवार, दि. २१ जुलै, २०२४: [36, 9, 153, 22]
asset-cell: फ्लॅट क्र. ____, इमारत क्र. __, को-ऑप. हौसिंग सोसायटी, गाव ____, तालुका ____, जिल्हा ठाणे/पालघर, महाराष्ट्र येथील संपूर्ण मालमत्ता: [597, 523, 683, 581]
truhome-website: www.truhomefinance.in: [586, 186, 631, 191]
asset-cell: फ्लॅट क्र. ____, इमारत क्र. __, को-ऑप. हौसिंग सोसायटी, गाव ____, तालुका ____, जिल्हा ठाणे/पालघर, महाराष्ट्र येथील संपूर्ण मालमत्ता: [597, 291, 683, 349]
society-cell: ७०२: [446, 389, 466, 395]
asset-cell: फ्लॅट क्र. ____, इमारत क्र. __, को-ऑप. हौसिंग सोसायटी, गाव ____, तालुका ____, जिल्हा ठाणे/पालघर, महाराष्ट्र येथील संपूर्ण मालमत्ता: [151, 164, 279, 202]
table-row-detail: [10, 668, 279, 694]
edition-name: मुंबई सकाळ: [684, 9, 734, 22]
table-row-detail: [10, 795, 279, 821]
demand-cell: मागणी सूचना दिनांक: ११.०७.२०२४ रु. १५,२०,४४७/-: [683, 349, 741, 407]
demand-cell: ₹ 18,52,616/-: [217, 662, 279, 668]
table-row: [515, 697, 741, 755]
col-header: सदनिका क्र.: [446, 271, 466, 277]
society-cell: दिपक मारुती परब: [301, 359, 412, 365]
borrower-cell: कर्ज खाते क्र.: SLPHMUMB0001762 — कर्जदार: श्री/श्रीमती ________, पत्ता: ________, ठाणे/मुंबई: [515, 291, 597, 349]
borrower-cell: श्रीमती संगीता मोरे: [82, 789, 217, 795]
shubham-brand: shubham: [30, 37, 77, 48]
asset-cell: फ्लॅट क्र. ____, इमारत क्र. __, को-ऑप. हौसिंग सोसायटी, गाव ____, तालुका ____, जिल्हा ठाणे/पालघर, महाराष्ट्र येथील संपूर्ण मालमत्ता: [151, 278, 279, 316]
loan-cell: ९. Loan No. OKAL2300100055451: [10, 392, 49, 430]
society-cell: ३०१: [446, 312, 466, 318]
society-cell: ०१/०६/२०२४: [412, 389, 446, 395]
society-cell: ५: [490, 347, 504, 353]
society-cell: ३७५.००: [466, 371, 490, 377]
society-cell: ४०३: [446, 341, 466, 347]
page-number: ६: [16, 8, 32, 24]
society-cell: ४२०.००: [466, 412, 490, 418]
borrower-cell: कर्ज खाते क्र.: SLPHMUMB0002587 — कर्जदार: श्री/श्रीमती ________, पत्ता: ________, ठाणे/मुंबई: [515, 465, 597, 523]
demand-cell: ₹ 12,45,090/-: [217, 694, 279, 700]
society-cell: राजेंद्र बाबू जाधव: [301, 330, 412, 336]
truhome-place: ठिकाण: भायखळा, कल्याण, मुलुंड, भिवंडी, ठाणे: [514, 883, 573, 888]
society-cell: ४: [490, 341, 504, 347]
asset-cell: फ्लॅट क्र. ____, इमारत क्र. __, को-ऑप. हौसिंग सोसायटी, गाव ____, तालुका ____, जिल्हा ठाणे/पालघर, महाराष्ट्र येथील संपूर्ण मालमत्ता: [151, 354, 279, 392]
society-cell: ०१/०६/२०२४: [412, 377, 446, 383]
asset-cell: प्रतिभूत मालमत्ता: फ्लॅट क्र. ____, इमारत क्र. __, को-ऑप. हौसिंग सोसायटी, गाव ____, तालुका ____, जिल्हा ठाणे/पालघर, महाराष्ट्र येथील संपूर्ण मालमत्ता: [10, 827, 279, 853]
borrower-cell: कर्ज खाते क्र.: SLPHMUMB0001498 — कर्जदार: श्री/श्रीमती ________, पत्ता: ________, ठाणे/मुंबई: [515, 233, 597, 291]
shivshahi-pre: विशेष वसुली अधिकाऱ्याचा कार्यालय: [374, 696, 418, 700]
table-row: [10, 354, 279, 392]
society-cell: निर्मिला सुरेश सावंत: [301, 294, 412, 300]
demand-cell: 14-07-2024 ₹ 23,94,760/-: [111, 126, 151, 164]
demand-cell: मागणी सूचना दिनांक: ११.०७.२०२४ रु. १२,४८,५९२/-: [683, 233, 741, 291]
society-cell: ७०१: [446, 383, 466, 389]
society-cell: ५०२: [446, 353, 466, 359]
society-cell: ८: [289, 318, 301, 324]
borrower-cell: श्री मनोज अनिल चौधरी: [49, 240, 111, 278]
society-cell: ३७५.००: [466, 294, 490, 300]
news-headline: पुण्यातील बुधवार पेठेतून ५ बांगलादेशी महिला पोलिसांच्या ताब्यात: [287, 34, 481, 44]
table-row-detail: [10, 700, 279, 726]
loan-cell: HHFMUMHOU23000018813: [10, 821, 82, 827]
asset-cell: फ्लॅट क्र. ____, इमारत क्र. __, को-ऑप. हौसिंग सोसायटी, गाव ____, तालुका ____, जिल्हा ठाणे/पालघर, महाराष्ट्र येथील संपूर्ण मालमत्ता: [151, 468, 279, 506]
demand-cell: मागणी सूचना दिनांक: ११.०७.२०२४ रु. ७,६४,९०५/-: [683, 407, 741, 465]
shivshahi-signature: वसुली अधिकारी: [484, 852, 504, 857]
society-cell: ०१/०६/२०२४: [412, 383, 446, 389]
society-cell: ८०३: [446, 412, 466, 418]
shubham-logo: [9, 36, 279, 50]
society-sub: बृहन्मुंबई गृहनिर्माण सहकारी संस्था, भूमी अभिलेख कार्यालय: [360, 241, 432, 246]
truhome-former: (पूर्वीची श्रीराम हाऊसिंग फायनान्स लि. म्हणून ज्ञात): [586, 182, 648, 187]
hero-table: [9, 655, 279, 853]
society-cell: ६: [490, 371, 504, 377]
society-cell: ०१/०६/२०२४: [412, 365, 446, 371]
society-cell: १: [490, 288, 504, 294]
society-cell: महेश रामचंद्र पाटील: [301, 282, 412, 288]
society-cell: ३७५.००: [466, 312, 490, 318]
society-cell: ३७५.००: [466, 365, 490, 371]
borrower-cell: श्री दत्तात्रय भोसले: [49, 202, 111, 240]
society-name: दिवंगिरी सहकारी गृहनिर्माण संस्था मर्यादित: [288, 255, 339, 260]
col-header: कर्जदार व सह-कर्जदाराचे नाव व पत्ता: [515, 227, 597, 233]
truhome-logo-sub: FINANCE: [514, 193, 546, 199]
society-cell: ०१/०६/२०२४: [412, 412, 446, 418]
society-cell: ३: [490, 324, 504, 330]
loan-cell: ३. Loan No. OKAL2309000006515: [10, 164, 49, 202]
society-cell: १: [490, 276, 504, 282]
society-cell: १६: [289, 365, 301, 371]
society-cell: ०१/०६/२०२४: [412, 406, 446, 412]
table-row: [10, 316, 279, 354]
hero-signature: हिरो हौसिंग फायनान्स लिमिटेड: [242, 865, 279, 870]
society-cell: ११: [289, 336, 301, 342]
loan-cell: ६. Loan No. OKAL2120000040185: [10, 278, 49, 316]
